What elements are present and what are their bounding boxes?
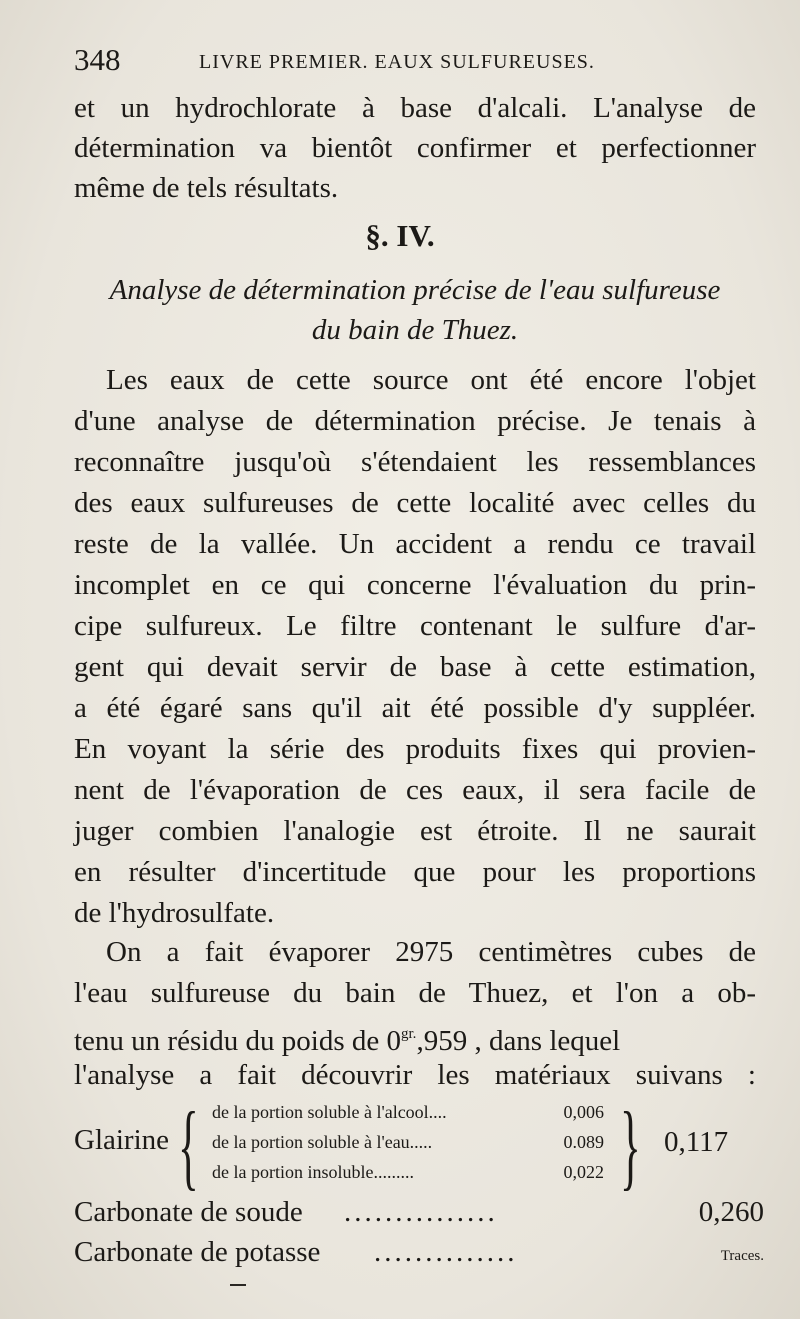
- table-row: [74, 1236, 764, 1276]
- table-row: [74, 1196, 764, 1236]
- paragraph-line: En voyant la série des produits fixes qui provien-: [74, 733, 756, 765]
- paragraph-line: nent de l'évaporation de ces eaux, il sera facile de: [74, 774, 756, 806]
- paragraph-line: Les eaux de cette source ont été encore l'objet: [106, 364, 756, 396]
- page-number: 348: [74, 42, 121, 77]
- paragraph-line: reste de la vallée. Un accident a rendu ce travail: [74, 528, 756, 560]
- left-brace-icon: {: [178, 1092, 199, 1199]
- row-leader: ..............: [374, 1236, 518, 1268]
- glairine-table: [74, 1092, 764, 1199]
- subrow-desc: de la portion soluble à l'eau.....: [212, 1132, 433, 1152]
- paragraph-line: de l'hydrosulfate.: [74, 897, 275, 929]
- gram-abbreviation: gr.: [401, 1026, 417, 1042]
- paragraph-line: des eaux sulfureuses de cette localité avec celles du: [74, 487, 756, 519]
- paragraph-line: gent qui devait servir de base à cette estimation,: [74, 651, 756, 683]
- paragraph-line: incomplet en ce qui concerne l'évaluation du prin-: [74, 569, 756, 601]
- paragraph-line: en résulter d'incertitude que pour les proportions: [74, 856, 756, 888]
- right-brace-icon: }: [620, 1092, 641, 1199]
- section-subtitle-line: Analyse de détermination précise de l'eau sulfureuse: [109, 274, 721, 306]
- paragraph-line: d'une analyse de détermination précise. Je tenais à: [74, 405, 756, 437]
- subrow-value: 0,022: [563, 1162, 604, 1182]
- section-subtitle-line: du bain de Thuez.: [311, 314, 519, 346]
- row-label: Carbonate de potasse: [74, 1236, 321, 1268]
- paragraph-line: reconnaître jusqu'où s'étendaient les ressemblances: [74, 446, 756, 478]
- weight-text-after: ,959 , dans lequel: [416, 1025, 621, 1057]
- glairine-subrow: [212, 1162, 632, 1190]
- signature-mark: [230, 1284, 246, 1286]
- paragraph-line: l'eau sulfureuse du bain de Thuez, et l'on a ob-: [74, 977, 756, 1009]
- intro-line: même de tels résultats.: [74, 172, 339, 204]
- paragraph-line-with-weight: [74, 1014, 756, 1061]
- intro-line: détermination va bientôt confirmer et perfectionner: [74, 132, 756, 164]
- row-leader: ...............: [344, 1196, 498, 1228]
- glairine-subrow: [212, 1102, 632, 1130]
- paragraph-line: On a fait évaporer 2975 centimètres cubes de: [106, 936, 756, 968]
- glairine-subrow: [212, 1132, 632, 1160]
- subrow-value: 0,006: [563, 1102, 604, 1122]
- row-value: Traces.: [720, 1248, 764, 1264]
- row-label: Carbonate de soude: [74, 1196, 303, 1228]
- paragraph-line: l'analyse a fait découvrir les matériaux suivans :: [74, 1059, 756, 1091]
- subrow-desc: de la portion insoluble.........: [212, 1162, 414, 1182]
- page-header: [74, 42, 764, 78]
- running-head: LIVRE PREMIER. EAUX SULFUREUSES.: [199, 51, 595, 73]
- intro-line: et un hydrochlorate à base d'alcali. L'analyse de: [74, 92, 756, 124]
- subrow-value: 0.089: [563, 1132, 604, 1152]
- paragraph-line: cipe sulfureux. Le filtre contenant le sulfure d'ar-: [74, 610, 756, 642]
- weight-text-before: tenu un résidu du poids de 0: [74, 1025, 402, 1057]
- paragraph-line: a été égaré sans qu'il ait été possible d'y suppléer.: [74, 692, 756, 724]
- glairine-label: Glairine: [74, 1124, 170, 1156]
- section-heading: §. IV.: [365, 218, 435, 253]
- glairine-total: 0,117: [664, 1126, 729, 1158]
- row-value: 0,260: [698, 1196, 764, 1228]
- subrow-desc: de la portion soluble à l'alcool....: [212, 1102, 447, 1122]
- paragraph-line: juger combien l'analogie est étroite. Il ne saurait: [74, 815, 756, 847]
